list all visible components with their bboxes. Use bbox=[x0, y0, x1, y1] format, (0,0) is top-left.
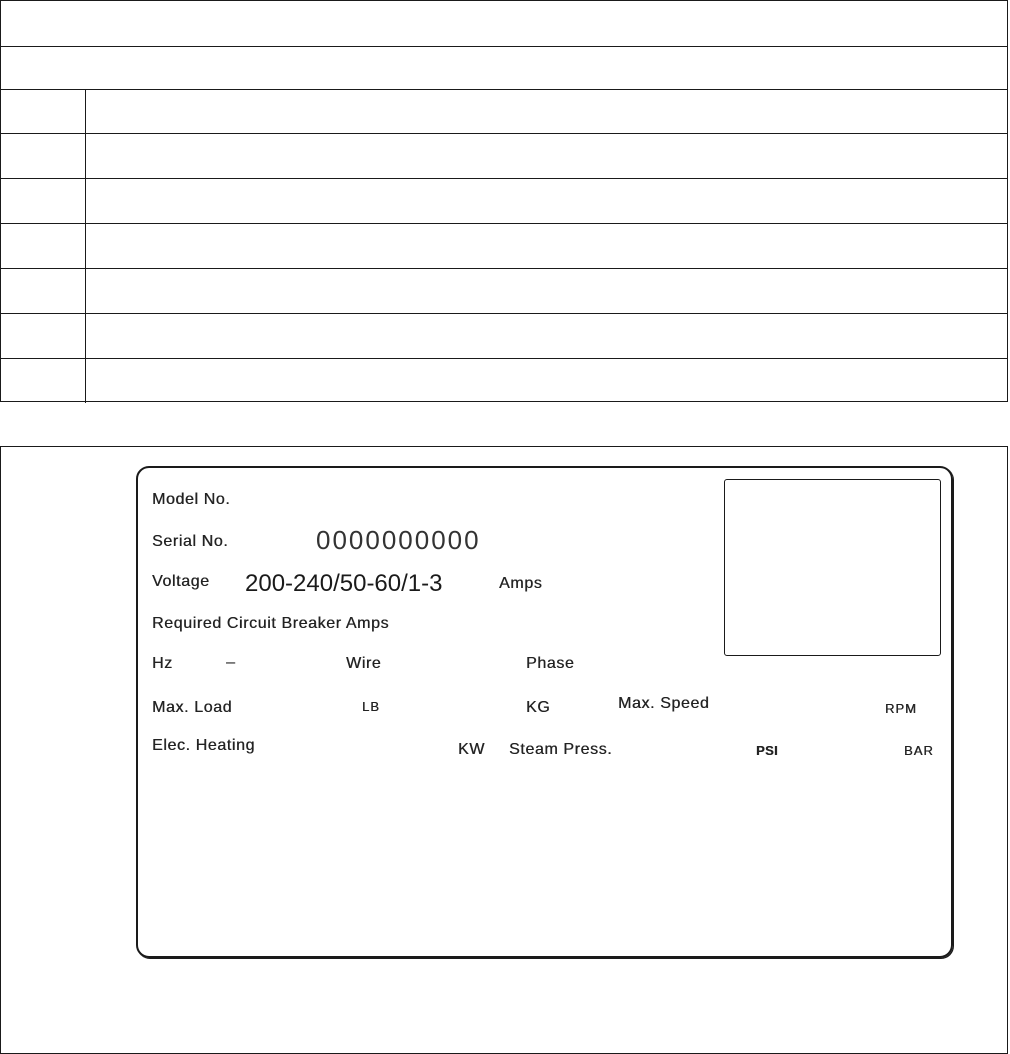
elec-heating-label: Elec. Heating bbox=[152, 737, 255, 754]
voltage-value: 200-240/50-60/1-3 bbox=[245, 570, 443, 597]
phase-label: Phase bbox=[526, 655, 575, 672]
kw-label: KW bbox=[458, 741, 485, 758]
max-load-label: Max. Load bbox=[152, 699, 233, 716]
table-cell-divider bbox=[85, 314, 86, 359]
breaker-label: Required Circuit Breaker Amps bbox=[152, 615, 390, 632]
table-cell-divider bbox=[85, 134, 86, 179]
lb-label: LB bbox=[362, 699, 380, 714]
table-row bbox=[1, 46, 1007, 90]
table-row bbox=[1, 313, 1007, 359]
serial-label: Serial No. bbox=[152, 533, 229, 550]
steam-press-label: Steam Press. bbox=[509, 741, 613, 758]
rpm-label: RPM bbox=[885, 701, 917, 716]
psi-label: PSI bbox=[756, 743, 778, 758]
logo-box bbox=[724, 479, 941, 656]
table-cell-divider bbox=[85, 269, 86, 314]
table-row bbox=[1, 89, 1007, 134]
wire-label: Wire bbox=[346, 655, 382, 672]
table-row bbox=[1, 223, 1007, 269]
table-cell-divider bbox=[85, 359, 86, 403]
table-cell-divider bbox=[85, 179, 86, 224]
amps-label: Amps bbox=[499, 575, 543, 592]
table-row bbox=[1, 178, 1007, 224]
hz-dash: – bbox=[226, 654, 236, 671]
hz-label: Hz bbox=[152, 655, 173, 672]
bar-label: BAR bbox=[904, 743, 934, 758]
voltage-label: Voltage bbox=[152, 573, 210, 590]
table-row bbox=[1, 133, 1007, 179]
table-cell-divider bbox=[85, 90, 86, 134]
table-row bbox=[1, 268, 1007, 314]
kg-label: KG bbox=[526, 699, 551, 716]
serial-value: 0000000000 bbox=[316, 525, 481, 555]
spec-table bbox=[0, 0, 1008, 402]
table-row bbox=[1, 358, 1007, 403]
max-speed-label: Max. Speed bbox=[618, 695, 710, 712]
table-row bbox=[1, 1, 1007, 46]
table-cell-divider bbox=[85, 224, 86, 269]
model-label: Model No. bbox=[152, 491, 231, 508]
